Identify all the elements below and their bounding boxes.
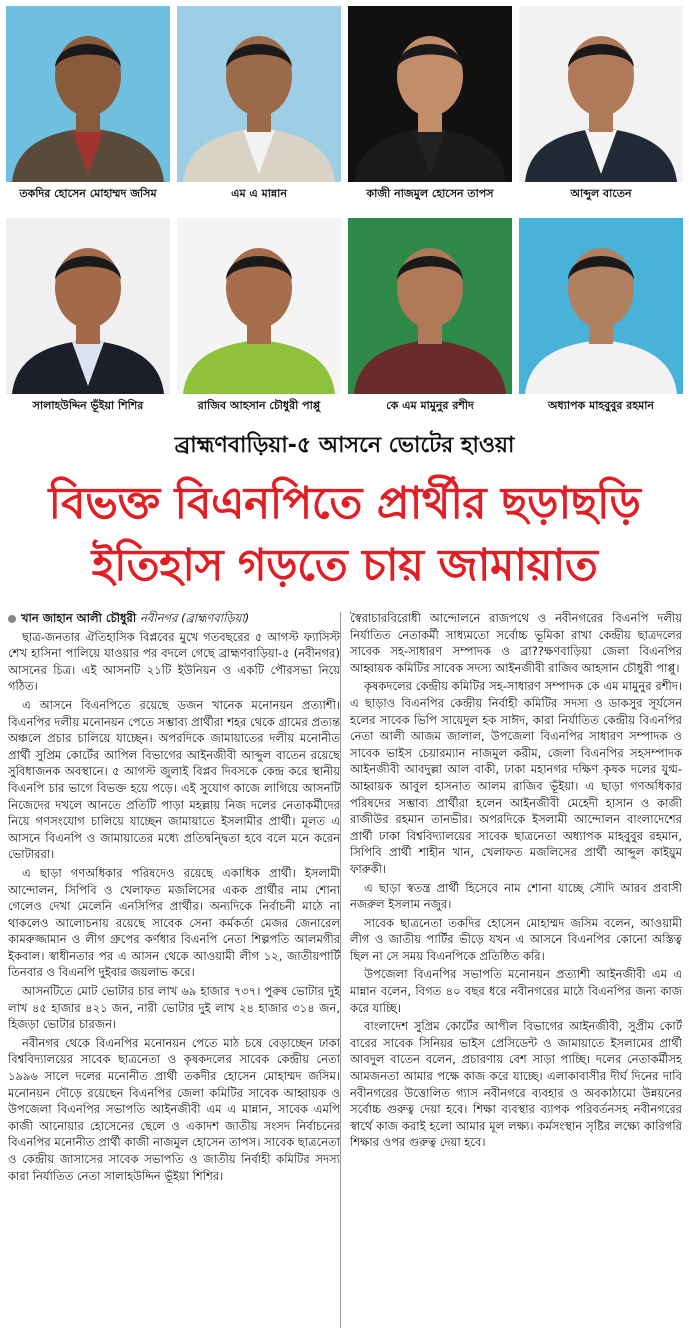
paragraph: স্বৈরাচারবিরোধী আন্দোলনে রাজপথে ও নবীনগরের বিএনপি দলীয় নির্যাতিত নেতাকর্মী সাধ্যমতো সর্বোচ্চ ভূমিকা রাখা কেন্দ্রীয় ছাত্রদলের সাবেক সহ-সাধারণ সম্পাদক ও ব্রা??ক্ষণবাড়িয়া জেলা বিএনপির আহ্বায়ক কমিটির সাবেক সদস্য আইনজীবী রাজিব আহসান চৌধুরী পাপ্পু। <box>350 611 682 675</box>
byline <box>8 610 340 627</box>
paragraph: ছাত্র-জনতার ঐতিহাসিক বিপ্লবের মুখে গতবছরের ৫ আগস্ট ফ্যাসিস্ট শেখ হাসিনা পালিয়ে যাওয়ার পর বদলে গেছে ব্রাহ্মণবাড়িয়া-৫ (নবীনগর) আসনের চিত্র। এই আসনটি ২১টি ইউনিয়ন ও একটি পৌরসভা নিয়ে গঠিত। <box>8 629 340 694</box>
candidate-portrait-image <box>177 218 341 394</box>
paragraph: এ ছাড়া স্বতন্ত্র প্রার্থী হিসেবে নাম শোনা যাচ্ছে সৌদি আরব প্রবাসী নজরুল ইসলাম নজুর। <box>350 880 682 912</box>
paragraph: এ ছাড়া গণঅধিকার পরিষদেও রয়েছে একাধিক প্রার্থী। ইসলামী আন্দোলন, সিপিবি ও খেলাফত মজলিসের একক প্রার্থীর নাম শোনা গেলেও দেখা মেলেনি এনসিপির প্রার্থীর। অন্যদিকে নির্বাচনী মাঠে না থাকলেও আলোচনায় রয়েছে সাবেক সেনা কর্মকর্তা মেজর জেনারেল কামরুজ্জামান ও লীগ গ্রুপের কর্ণধার বিএনপি নেতা শিল্পপতি আলমগীর ইকবাল। স্বাধীনতার পর এ আসন থেকে আওয়ামী লীগ ১২, জাতীয়পার্টি তিনবার ও বিএনপি দুইবার জয়লাভ করে। <box>8 865 340 980</box>
candidate-photo <box>177 218 341 394</box>
headline-line-2: ইতিহাস গড়তে চায় জামায়াত <box>91 540 598 591</box>
candidate-caption: তকদির হোসেন মোহাম্মদ জসিম <box>19 187 157 200</box>
candidate-caption: কাজী নাজমুল হোসেন তাপস <box>366 187 494 200</box>
candidate-card <box>177 6 341 206</box>
candidate-card <box>177 218 341 418</box>
candidate-caption: আব্দুল বাতেন <box>570 187 632 200</box>
candidate-photo <box>177 6 341 182</box>
candidate-portrait-image <box>6 218 170 394</box>
candidate-portrait-image <box>177 6 341 182</box>
candidate-card <box>348 6 512 206</box>
article-body <box>8 610 682 1330</box>
candidate-photo <box>6 218 170 394</box>
candidate-caption: অধ্যাপক মাহবুবুর রহমান <box>548 399 654 412</box>
candidate-caption: সালাহউদ্দিন ভূঁইয়া শিশির <box>32 399 144 412</box>
photo-row-top <box>6 6 683 206</box>
bullet-icon <box>8 615 16 623</box>
paragraph: সাবেক ছাত্রনেতা তকদির হোসেন মোহাম্মদ জসিম বলেন, আওয়ামী লীগ ও জাতীয় পার্টির ভীড়ে যখন এ আসনে বিএনপির কোনো অস্তিত্ব ছিল না সে সময় বিএনপিকে প্রতিষ্ঠিত করি। <box>350 915 682 963</box>
article-column-2 <box>350 610 682 1330</box>
paragraph: কৃষকদলের কেন্দ্রীয় কমিটির সহ-সাধারণ সম্পাদক কে এম মামুনুর রশীদ। এ ছাড়াও বিএনপির কেন্দ্রীয় নির্বাহী কমিটির সদস্য ও ডাকসুর সূর্যসেন হলের সাবেক ভিপি সায়েদুল হক সাঈদ, কারা নির্যাতিত কেন্দ্রীয় বিএনপির নেতা আলী আজম জালাল, উপজেলা বিএনপির সাধারণ সম্পাদক ও সাবেক ভাইস চেয়ারম্যান নাজমুল করীম, জেলা বিএনপির সহসম্পাদক আইনজীবী আবদুল্লা আল বাকী, ঢাকা মহানগর দক্ষিণ কৃষক দলের যুগ্ম-আহ্বায়ক আবুল হাসনাত আলম রাজিব ভূঁইয়া। এ ছাড়া গণঅধিকার পরিষদের সম্ভাব্য প্রার্থীরা হলেন আইনজীবী মেহেদী হাসান ও কাজী রাজীউর রহমান তানভীর। অপরদিকে ইসলামী আন্দোলন বাংলাদেশের প্রার্থী ঢাকা বিশ্ববিদ্যালয়ের সাবেক ছাত্রনেতা অধ্যাপক মাহবুবুর রহমান, সিপিবি প্রার্থী শাহীন খান, খেলাফত মজলিসের প্রার্থী আব্দুল কাইয়ুম ফারুকী। <box>350 679 682 876</box>
subheadline: ব্রাহ্মণবাড়িয়া-৫ আসনে ভোটের হাওয়া <box>174 433 515 458</box>
candidate-photo <box>519 6 683 182</box>
candidate-caption: কে এম মামুনুর রশীদ <box>386 399 474 412</box>
candidate-photo <box>6 6 170 182</box>
paragraph: উপজেলা বিএনপির সভাপতি মনোনয়ন প্রত্যাশী আইনজীবী এম এ মান্নান বলেন, বিগত ৪০ বছর ধরে নবীনগরের মাঠে বিএনপির জন্য কাজ করে যাচ্ছি। <box>350 967 682 1015</box>
candidate-photo <box>348 6 512 182</box>
paragraph: বাংলাদেশ সুপ্রিম কোর্টের আপীল বিভাগের আইনজীবী, সুপ্রীম কোর্ট বারের সাবেক সিনিয়র ভাইস প্রেসিডেন্ট ও জামায়াতে ইসলামের প্রার্থী আবদুল বাতেন বলেন, প্রচারণায় বেশ সাড়া পাচ্ছি। দলের নেতাকর্মীসহ আমজনতা আমার পক্ষে কাজ করে যাচ্ছে। এলাকাবাসীর দীর্ঘ দিনের দাবি নবীনগরের উত্তোলিত গ্যাস নবীনগরে ব্যবহার ও অবকাঠামো উন্নয়নের সর্বোচ্চ গুরুত্ব দেয়া হবে। শিক্ষা ব্যবস্থার ব্যাপক পরিবর্তনসহ নবীনগরের স্বার্থে কাজ করাই হলো আমার মূল লক্ষ্য। কর্মসংস্থান সৃষ্টির লক্ষ্যে কারিগরি শিক্ষার ওপর গুরুত্ব দেয়া হবে। <box>350 1019 682 1150</box>
candidate-portrait-image <box>348 6 512 182</box>
candidate-card <box>348 218 512 418</box>
candidate-card <box>519 6 683 206</box>
candidate-portrait-image <box>519 6 683 182</box>
article-column-1 <box>8 610 340 1330</box>
candidate-card <box>519 218 683 418</box>
candidate-photo-grid <box>6 6 683 418</box>
candidate-card <box>6 218 170 418</box>
photo-row-bottom <box>6 218 683 418</box>
paragraph: নবীনগর থেকে বিএনপির মনোনয়ন পেতে মাঠ চষে বেড়াচ্ছেন ঢাকা বিশ্ববিদ্যালয়ের সাবেক ছাত্রনেতা ও কৃষকদলের সাবেক কেন্দ্রীয় নেতা ১৯৯৬ সালে দলের মনোনীত প্রার্থী তকদীর হোসেন মোহাম্মদ জসিম। মনোনয়ন দৌড়ে রয়েছেন বিএনপির জেলা কমিটির সাবেক আহ্বায়ক ও উপজেলা বিএনপির সভাপতি আইনজীবী এম এ মান্নান, সাবেক এমপি কাজী আনোয়ার হোসেনের ছেলে ও একাদশ জাতীয় সংসদ নির্বাচনের বিএনপির মনোনীত প্রার্থী কাজী নাজমুল হোসেন তাপস। সাবেক ছাত্রনেতা ও কেন্দ্রীয় জাসাসের সাবেক সভাপতি ও জাতীয় নির্বাহী কমিটির সদস্য কারা নির্যাতিত নেতা সালাহউদ্দিন ভূঁইয়া শিশির। <box>8 1035 340 1183</box>
candidate-caption: এম এ মান্নান <box>231 187 287 200</box>
candidate-caption: রাজিব আহসান চৌধুরী পাপ্পু <box>197 399 321 412</box>
candidate-portrait-image <box>348 218 512 394</box>
candidate-card <box>6 6 170 206</box>
byline-author: খান জাহান আলী চৌধুরী <box>21 611 137 625</box>
candidate-portrait-image <box>6 6 170 182</box>
paragraph: আসনটিতে মোট ভোটার চার লাখ ৬৯ হাজার ৭৩৭। পুরুষ ভোটার দুই লাখ ৪৫ হাজার ৪২১ জন, নারী ভোটার দুই লাখ ২৪ হাজার ৩১৪ জন, হিজড়া ভোটার চারজন। <box>8 984 340 1032</box>
paragraph: এ আসনে বিএনপিতে রয়েছে ডজন খানেক মনোনয়ন প্রত্যাশী। বিএনপির দলীয় মনোনয়ন পেতে সম্ভাব্য প্রার্থীরা শহর থেকে গ্রামের প্রত্যন্ত অঞ্চলে প্রচার চালিয়ে যাচ্ছেন। অপরদিকে জামায়াতের দলীয় মনোনীত প্রার্থী সুপ্রিম কোর্টের আপিল বিভাগের আইনজীবী আব্দুল বাতেন রয়েছে সুবিধাজনক অবস্থানে। ৫ আগস্ট জুলাই বিপ্লব দিবসকে কেন্দ্র করে স্থানীয় বিএনপি চার ভাগে বিভক্ত হয়ে পড়ে। এই সুযোগ কাজে লাগিয়ে আসনটি নিজেদের দখলে আনতে প্রতিটি পাড়া মহল্লায় নিজ দলের নেতাকর্মীদের নিয়ে গণসংযোগ চালিয়ে যাচ্ছেন জামায়াতে ইসলামীর প্রার্থী। মূলত এ আসনে বিএনপি ও জামায়াতের মধ্যে প্রতিদ্বন্দ্বিতা হবে বলে মনে করেন ভোটাররা। <box>8 697 340 862</box>
candidate-photo <box>348 218 512 394</box>
byline-location: নবীনগর (ব্রাহ্মণবাড়িয়া) <box>140 611 250 625</box>
candidate-portrait-image <box>519 218 683 394</box>
candidate-photo <box>519 218 683 394</box>
headline-line-1: বিভক্ত বিএনপিতে প্রার্থীর ছড়াছড়ি <box>48 478 641 529</box>
